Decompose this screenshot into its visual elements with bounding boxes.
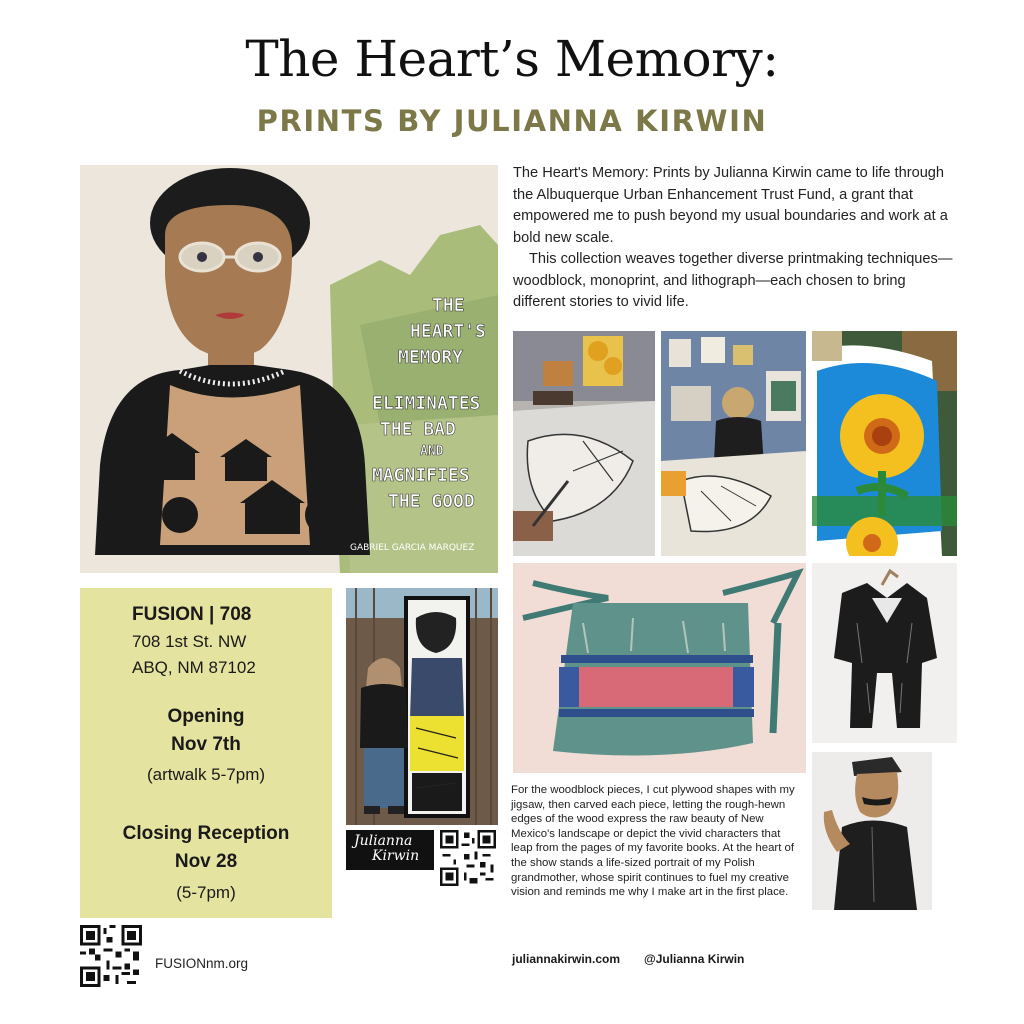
closing-date: Nov 28 [174, 851, 238, 872]
photo-sunflower-print [812, 331, 957, 556]
photo-artist-with-portrait [346, 588, 498, 825]
quote-line: THE GOOD [388, 491, 475, 512]
closing-note: (5-7pm) [176, 883, 236, 902]
quote-line: MEMORY [398, 347, 464, 368]
fusion-qr-code[interactable] [80, 925, 142, 992]
quote-line: ELIMINATES [372, 393, 481, 414]
photo-carving-table [513, 331, 655, 556]
artist-qr-code[interactable] [440, 830, 496, 891]
main-artwork-image [80, 165, 498, 573]
fusion-website-link[interactable]: FUSIONnm.org [155, 956, 249, 971]
quote-line: THE [432, 295, 465, 316]
page-title: The Heart’s Memory: [245, 30, 779, 88]
closing-label: Closing Reception [122, 823, 290, 844]
quote-line: AND [420, 444, 444, 459]
photo-artist-working [661, 331, 806, 556]
quote-line: MAGNIFIES [372, 465, 470, 486]
photo-man-woodblock [812, 752, 932, 910]
signature-line1: Julianna [354, 833, 413, 849]
page-subtitle: PRINTS BY JULIANNA KIRWIN [256, 104, 768, 138]
venue-address-line2: ABQ, NM 87102 [132, 658, 256, 677]
artist-signature [346, 830, 434, 870]
venue-address-line1: 708 1st St. NW [132, 632, 247, 651]
venue-name: FUSION | 708 [132, 604, 252, 625]
intro-paragraph: The Heart's Memory: Prints by Julianna Kirwin came to life through the Albuquerque Urban Enhancement Trust Fund, a grant that empowered me to push beyond my usual boundaries and work at a bold new scale. [513, 165, 948, 246]
photo-apron-print [513, 563, 806, 773]
intro-paragraph: This collection weaves together diverse printmaking techniques—woodblock, monoprint, and lithograph—each chosen to bring different stories to vivid life. [513, 251, 953, 310]
event-info-box [80, 588, 332, 918]
opening-label: Opening [167, 706, 245, 727]
photo-suit-woodblock [812, 563, 957, 743]
quote-line: HEART'S [410, 321, 486, 342]
quote-attribution: GABRIEL GARCIA MARQUEZ [350, 543, 475, 553]
opening-note: (artwalk 5-7pm) [146, 765, 266, 784]
signature-line2: Kirwin [372, 848, 420, 864]
process-description: For the woodblock pieces, I cut plywood shapes with my jigsaw, then carved each piece, letting the rough-hewn edges of the wood express the raw beauty of New Mexico's landscape or depict the vivid characters that leap from the pages of my favorite books. At the heart of the show stands a life-sized portrait of my Polish grandmother, whose spirit continues to fuel my creative vision and reminds me why I make art in the first place. [511, 784, 795, 899]
intro-text [513, 163, 953, 314]
quote-line: THE BAD [380, 419, 456, 440]
artist-social-handle[interactable]: @Julianna Kirwin [644, 952, 745, 966]
artist-website-link[interactable]: juliannakirwin.com [512, 952, 621, 966]
opening-date: Nov 7th [171, 734, 241, 755]
